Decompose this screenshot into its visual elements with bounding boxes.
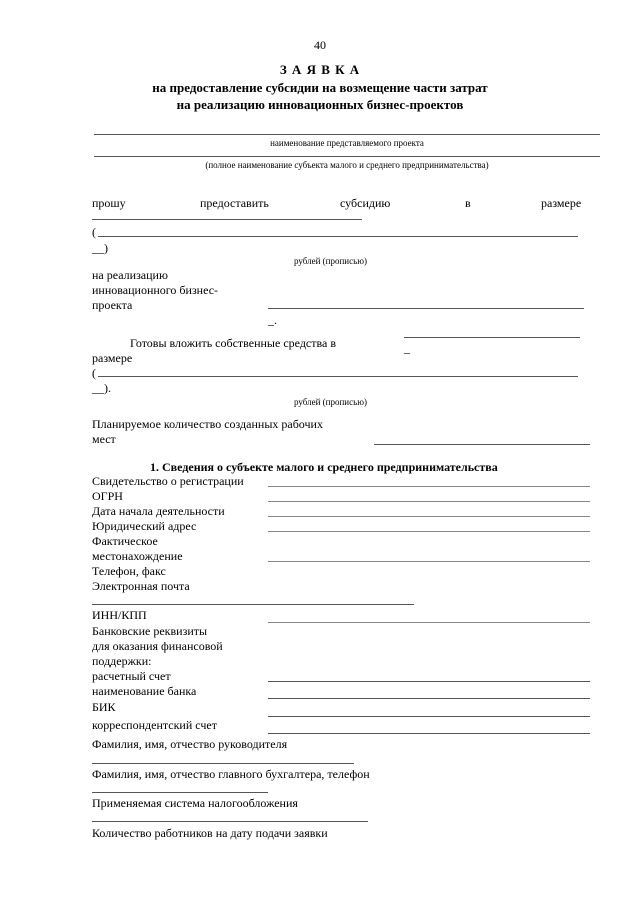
- invest-dash: _: [404, 341, 410, 355]
- account-label: расчетный счет: [92, 669, 171, 683]
- bank-name-label: наименование банка: [92, 684, 197, 698]
- amount-field[interactable]: [92, 219, 362, 220]
- form-subtitle-1: на предоставление субсидии на возмещение части затрат: [152, 80, 488, 95]
- form-title: З А Я В К А: [279, 62, 361, 77]
- dot-mark: _.: [268, 313, 277, 327]
- section-1-heading: 1. Сведения о субъекте малого и среднего предпринимательства: [150, 460, 498, 474]
- legal-address-field[interactable]: [268, 531, 590, 532]
- bik-label: БИК: [92, 700, 116, 714]
- request-word-4: в: [465, 196, 471, 210]
- email-field[interactable]: [92, 604, 414, 605]
- jobs-line-1: Планируемое количество созданных рабочих: [92, 417, 323, 431]
- legal-address-label: Юридический адрес: [92, 519, 197, 533]
- director-label: Фамилия, имя, отчество руководителя: [92, 737, 288, 751]
- jobs-line-2: мест: [92, 432, 116, 446]
- bank-label-1: Банковские реквизиты: [92, 624, 208, 638]
- bank-label-2: для оказания финансовой: [92, 639, 223, 653]
- phone-label: Телефон, факс: [92, 564, 166, 578]
- request-word-1: прошу: [92, 196, 126, 210]
- jobs-field[interactable]: [374, 444, 590, 445]
- form-subtitle-2: на реализацию инновационных бизнес-проектов: [176, 97, 464, 112]
- close-paren-1: __): [92, 241, 108, 255]
- corr-account-field[interactable]: [268, 733, 590, 734]
- inn-label: ИНН/КПП: [92, 608, 147, 622]
- ogrn-field[interactable]: [268, 501, 590, 502]
- director-field[interactable]: [92, 763, 354, 764]
- amount-words-field[interactable]: [98, 236, 578, 237]
- for-project-line-1: на реализацию: [92, 268, 168, 282]
- request-word-2: предоставить: [200, 196, 269, 210]
- close-paren-2: __).: [92, 381, 111, 395]
- bank-label-3: поддержки:: [92, 654, 152, 668]
- project-name-caption: наименование представляемого проекта: [270, 138, 424, 148]
- bank-name-field[interactable]: [268, 698, 590, 699]
- corr-account-label: корреспондентский счет: [92, 718, 217, 732]
- entity-name-caption: (полное наименование субъекта малого и среднего предпринимательства): [205, 160, 489, 170]
- project-name-field[interactable]: [94, 134, 600, 135]
- start-date-label: Дата начала деятельности: [92, 504, 225, 518]
- entity-name-field[interactable]: [94, 156, 600, 157]
- invest-words-field[interactable]: [98, 376, 578, 377]
- invest-amount-field[interactable]: [404, 337, 580, 338]
- account-field[interactable]: [268, 681, 590, 682]
- inn-field[interactable]: [268, 622, 590, 623]
- invest-line-1: Готовы вложить собственные средства в: [130, 336, 336, 350]
- bik-field[interactable]: [268, 716, 590, 717]
- tax-system-label: Применяемая система налогообложения: [92, 796, 298, 810]
- request-word-3: субсидию: [340, 196, 391, 210]
- actual-address-field[interactable]: [268, 561, 590, 562]
- open-paren: (: [92, 225, 96, 239]
- actual-address-label-1: Фактическое: [92, 534, 158, 548]
- rub-words-caption-2: рублей (прописью): [294, 397, 367, 407]
- email-label: Электронная почта: [92, 579, 190, 593]
- rub-words-caption-1: рублей (прописью): [294, 256, 367, 266]
- accountant-field[interactable]: [92, 792, 268, 793]
- page-number: 40: [314, 38, 326, 52]
- employees-label: Количество работников на дату подачи заявки: [92, 826, 328, 840]
- reg-cert-field[interactable]: [268, 486, 590, 487]
- invest-line-2: размере: [92, 351, 133, 365]
- ogrn-label: ОГРН: [92, 489, 123, 503]
- reg-cert-label: Свидетельство о регистрации: [92, 474, 244, 488]
- start-date-field[interactable]: [268, 516, 590, 517]
- request-word-5: размере: [541, 196, 582, 210]
- for-project-line-3: проекта: [92, 298, 133, 312]
- actual-address-label-2: местонахождение: [92, 549, 183, 563]
- project-field[interactable]: [268, 308, 584, 309]
- for-project-line-2: инновационного бизнес-: [92, 283, 219, 297]
- accountant-label: Фамилия, имя, отчество главного бухгалтера, телефон: [92, 767, 370, 781]
- tax-system-field[interactable]: [92, 821, 368, 822]
- open-paren-2: (: [92, 366, 96, 380]
